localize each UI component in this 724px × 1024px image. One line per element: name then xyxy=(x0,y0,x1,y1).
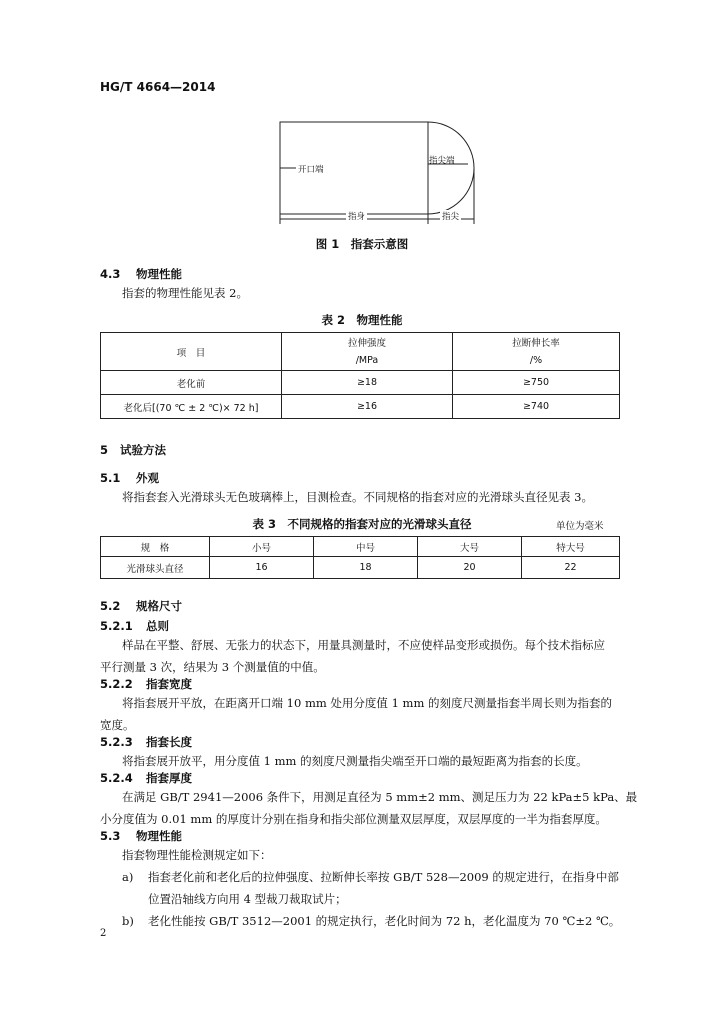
table3-unit: 单位为毫米 xyxy=(556,521,604,532)
section-5-3-intro: 指套物理性能检测规定如下： xyxy=(122,848,272,862)
table-row: 老化前 ≥18 ≥750 xyxy=(101,371,620,395)
section-5-2-4-text-line1: 在满足 GB/T 2941—2006 条件下，用测足直径为 5 mm±2 mm、测足压力为 22 kPa±5 kPa、最 xyxy=(122,790,638,804)
section-4-3-text: 指套的物理性能见表 2。 xyxy=(122,286,248,300)
section-5-2-3-heading: 5.2.3 指套长度 xyxy=(100,735,192,749)
table-header-row xyxy=(101,333,620,371)
list-item-b-marker: b) xyxy=(122,914,134,928)
section-5-2-2-heading: 5.2.2 指套宽度 xyxy=(100,677,192,691)
header-elongation: 拉断伸长率 /% xyxy=(453,333,620,371)
table-ball-diameter xyxy=(100,536,620,579)
label-tip-end: 指尖端 xyxy=(429,156,455,166)
section-5-2-1-heading: 5.2.1 总则 xyxy=(100,619,169,633)
table-row: 老化后[(70 ℃ ± 2 ℃)× 72 h] ≥16 ≥740 xyxy=(101,395,620,419)
section-5-2-3-text: 将指套展开放平，用分度值 1 mm 的刻度尺测量指尖端至开口端的最短距离为指套的长度。 xyxy=(122,754,588,768)
section-5-2-2-text-line1: 将指套展开平放，在距离开口端 10 mm 处用分度值 1 mm 的刻度尺测量指套半周长则为指套的 xyxy=(122,696,612,710)
table3-caption: 表 3 不同规格的指套对应的光滑球头直径 xyxy=(252,517,472,531)
label-body: 指身 xyxy=(348,212,366,222)
list-item-a-line1: 指套老化前和老化后的拉伸强度、拉断伸长率按 GB/T 528—2009 的规定进行，在指身中部 xyxy=(148,870,619,884)
label-tip: 指尖 xyxy=(442,212,460,222)
label-open-end: 开口端 xyxy=(298,165,324,175)
list-item-b-text: 老化性能按 GB/T 3512—2001 的规定执行，老化时间为 72 h，老化温度为 70 ℃±2 ℃。 xyxy=(148,914,621,928)
standard-code-header: HG/T 4664—2014 xyxy=(100,80,216,94)
table2-caption: 表 2 物理性能 xyxy=(321,313,403,327)
figure-caption: 图 1 指套示意图 xyxy=(315,237,409,251)
section-5-1-text: 将指套套入光滑球头无色玻璃棒上，目测检查。不同规格的指套对应的光滑球头直径见表 3。 xyxy=(122,490,593,504)
section-5-2-1-text-line1: 样品在平整、舒展、无张力的状态下，用量具测量时，不应使样品变形或损伤。每个技术指标应 xyxy=(122,638,605,652)
table-row: 光滑球头直径 16 18 20 22 xyxy=(101,557,620,579)
section-5-2-1-text-line2: 平行测量 3 次，结果为 3 个测量值的中值。 xyxy=(100,660,325,674)
list-item-a-marker: a) xyxy=(122,870,134,884)
header-tensile-strength: 拉伸强度 /MPa xyxy=(282,333,453,371)
header-item: 项 目 xyxy=(101,333,282,371)
section-5-2-2-text-line2: 宽度。 xyxy=(100,718,135,732)
section-5-2-4-text-line2: 小分度值为 0.01 mm 的厚度计分别在指身和指尖部位测量双层厚度，双层厚度的一半为指套厚度。 xyxy=(100,812,607,826)
section-5-2-4-heading: 5.2.4 指套厚度 xyxy=(100,771,192,785)
figure-finger-cot-diagram xyxy=(250,112,490,230)
table-physical-properties xyxy=(100,332,620,419)
section-5-1-heading: 5.1 外观 xyxy=(100,471,159,485)
page-number: 2 xyxy=(100,928,107,939)
section-4-3-heading: 4.3 物理性能 xyxy=(100,267,182,281)
section-5-3-heading: 5.3 物理性能 xyxy=(100,829,182,843)
section-5-heading: 5 试验方法 xyxy=(100,443,166,457)
list-item-a-line2: 位置沿轴线方向用 4 型裁刀裁取试片； xyxy=(148,892,347,906)
table-header-row: 规 格 小号 中号 大号 特大号 xyxy=(101,537,620,557)
section-5-2-heading: 5.2 规格尺寸 xyxy=(100,599,182,613)
